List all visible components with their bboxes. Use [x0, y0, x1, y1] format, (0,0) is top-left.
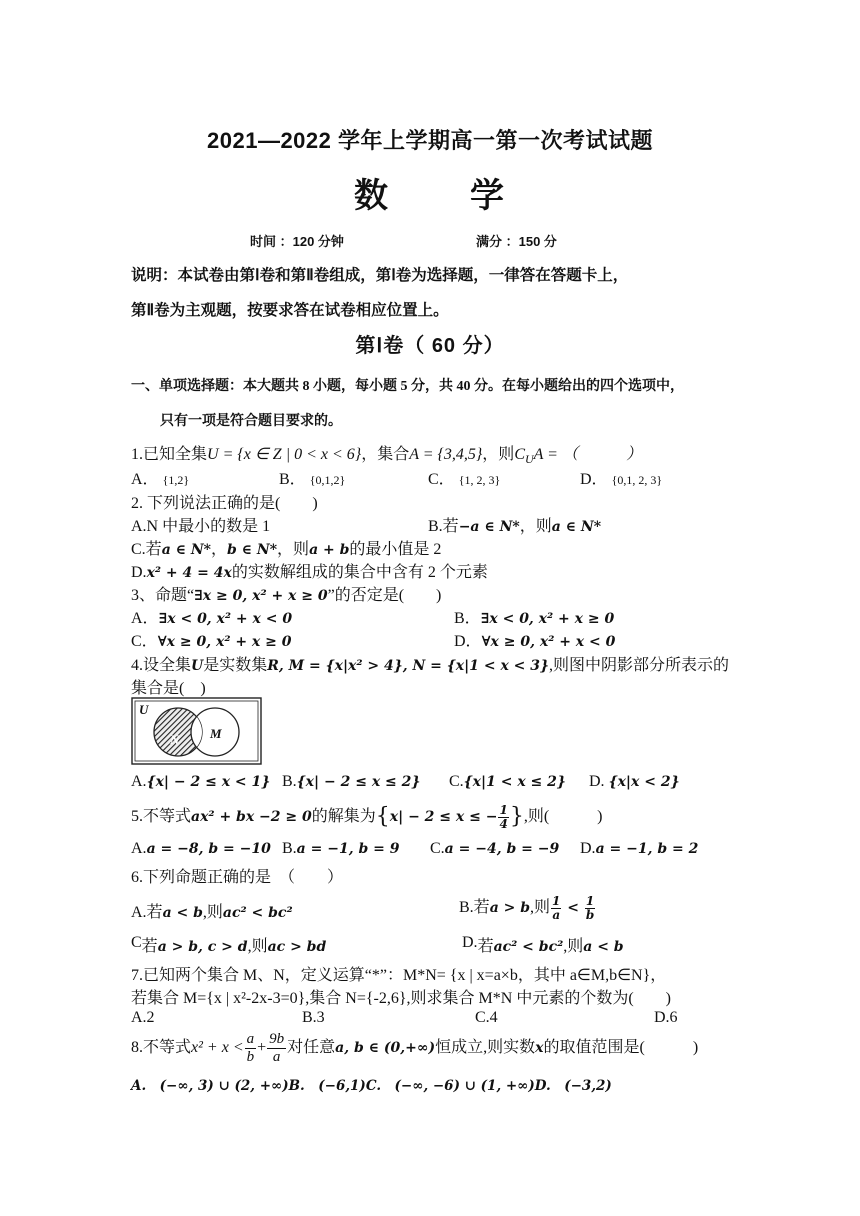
question-4-stem: 4.设全集U是实数集R, M = {x|x² > 4}, N = {x|1 < x < 3},则图中阴影部分所表示的	[131, 657, 730, 674]
q6-option-c[interactable]: C若a > b, c > d,则ac > bd	[131, 934, 327, 955]
q8-options[interactable]: A. (−∞, 3) ∪ (2, +∞)B. (−6,1)C. (−∞, −6) ∪ (1, +∞)D. (−3,2)	[131, 1078, 612, 1094]
section-heading-line-1: 一、单项选择题：本大题共 8 小题，每小题 5 分，共 40 分。在每小题给出的四个选项中，	[131, 379, 684, 394]
question-2-stem: 2. 下列说法正确的是( )	[131, 495, 318, 512]
q7-option-b[interactable]: B.3	[302, 1009, 325, 1026]
exam-title: 2021—2022 学年上学期高一第一次考试试题	[207, 128, 653, 153]
exam-time: 时间 ：120 分钟	[250, 234, 344, 249]
q1-tail: A = （ ）	[533, 446, 642, 463]
question-7-stem-line-2: 若集合 M={x | x²-2x-3=0},集合 N={-2,6},则求集合 M*N 中元素的个数为( )	[131, 990, 671, 1007]
q6-option-d[interactable]: D.若ac² < bc²,则a < b	[462, 934, 624, 955]
question-5-stem: 5.不等式ax² + bx −2 ≥ 0的解集为{x| − 2 ≤ x ≤ − $\frac{1}{4}$ },则( )	[131, 802, 603, 831]
q5-option-d[interactable]: D.a = −1, b = 2	[580, 840, 699, 857]
q4-option-d[interactable]: D. {x|x < 2}	[589, 773, 680, 790]
exam-note-line-2: 第Ⅱ卷为主观题，按要求答在试卷相应位置上。	[131, 302, 449, 319]
q3-option-c[interactable]: C．∀x ≥ 0, x² + x ≥ 0	[131, 633, 292, 650]
question-3-stem: 3、命题“∃x ≥ 0, x² + x ≥ 0”的否定是( )	[131, 587, 442, 604]
q2-option-b[interactable]: B.若−a ∈ N*，则a ∈ N*	[428, 518, 602, 535]
q1-complement-sub: U	[524, 452, 534, 467]
section-heading-line-2: 只有一项是符合题目要求的。	[160, 414, 342, 429]
q1-ask: ，则	[482, 446, 515, 463]
q3-option-b[interactable]: B．∃x < 0, x² + x ≥ 0	[454, 610, 615, 627]
exam-note-line-1: 说明：本试卷由第Ⅰ卷和第Ⅱ卷组成，第Ⅰ卷为选择题，一律答在答题卡上，	[131, 267, 629, 284]
q5-option-c[interactable]: C.a = −4, b = −9	[430, 840, 560, 857]
exam-score: 满分 ：150 分	[476, 234, 557, 249]
q4-option-a[interactable]: A.{x| − 2 ≤ x < 1}	[131, 773, 271, 790]
q3-option-d[interactable]: D．∀x ≥ 0, x² + x < 0	[454, 633, 616, 650]
venn-label-u: U	[139, 702, 149, 717]
q6-option-a[interactable]: A.若a < b,则ac² < bc²	[131, 904, 293, 921]
q7-option-a[interactable]: A.2	[131, 1009, 155, 1026]
q6-option-b[interactable]: B.若a > b,则 $\frac{1}{a}$ < $\frac{1}{b}$	[459, 893, 595, 922]
part-one-heading: 第Ⅰ卷（ 60 分）	[355, 335, 505, 357]
q1-universal-set: U = {x ∈ Z | 0 < x < 6}	[207, 446, 362, 463]
q4-option-b[interactable]: B.{x| − 2 ≤ x ≤ 2}	[282, 773, 421, 790]
subject-title	[0, 168, 860, 217]
q2-option-c[interactable]: C.若a ∈ N*，b ∈ N*，则a + b的最小值是 2	[131, 541, 442, 558]
subject-char-1: 数	[354, 177, 390, 215]
venn-diagram	[131, 697, 262, 765]
q1-mid: ，集合	[361, 446, 410, 463]
q1-complement: C	[514, 446, 525, 463]
subject-char-2: 学	[470, 177, 506, 215]
question-7-stem-line-1: 7.已知两个集合 M、N，定义运算“*”：M*N= {x | x=a×b，其中 a∈M,b∈N}，	[131, 967, 667, 984]
q1-lead: 1.已知全集	[131, 446, 208, 463]
q1-option-b[interactable]: B． {0,1,2}	[279, 471, 346, 488]
q1-option-d[interactable]: D． {0,1, 2, 3}	[580, 471, 663, 488]
q1-set-a: A = {3,4,5}	[409, 446, 483, 463]
q5-option-a[interactable]: A.a = −8, b = −10	[131, 840, 271, 857]
venn-label-n: N	[170, 732, 180, 747]
q1-option-a[interactable]: A． {1,2}	[131, 471, 190, 488]
venn-label-m: M	[210, 726, 222, 741]
q2-option-d[interactable]: D.x² + 4 = 4x的实数解组成的集合中含有 2 个元素	[131, 564, 488, 581]
q3-option-a[interactable]: A．∃x < 0, x² + x < 0	[131, 610, 293, 627]
question-6-stem: 6.下列命题正确的是 （ ）	[131, 869, 344, 886]
q1-option-c[interactable]: C． {1, 2, 3}	[428, 471, 501, 488]
q4-option-c[interactable]: C.{x|1 < x ≤ 2}	[449, 773, 566, 790]
question-4-stem-line-2: 集合是( )	[131, 680, 206, 697]
q7-option-c[interactable]: C.4	[475, 1009, 498, 1026]
q7-option-d[interactable]: D.6	[654, 1009, 678, 1026]
q2-option-a[interactable]: A.N 中最小的数是 1	[131, 518, 271, 535]
question-8-stem: 8.不等式x² + x < $\frac{a}{b}$ + $\frac{9b}{a}$ 对任意a, b ∈ (0,+∞)恒成立,则实数x的取值范围是( )	[131, 1031, 699, 1065]
q5-option-b[interactable]: B.a = −1, b = 9	[282, 840, 400, 857]
question-1-stem	[131, 441, 642, 467]
